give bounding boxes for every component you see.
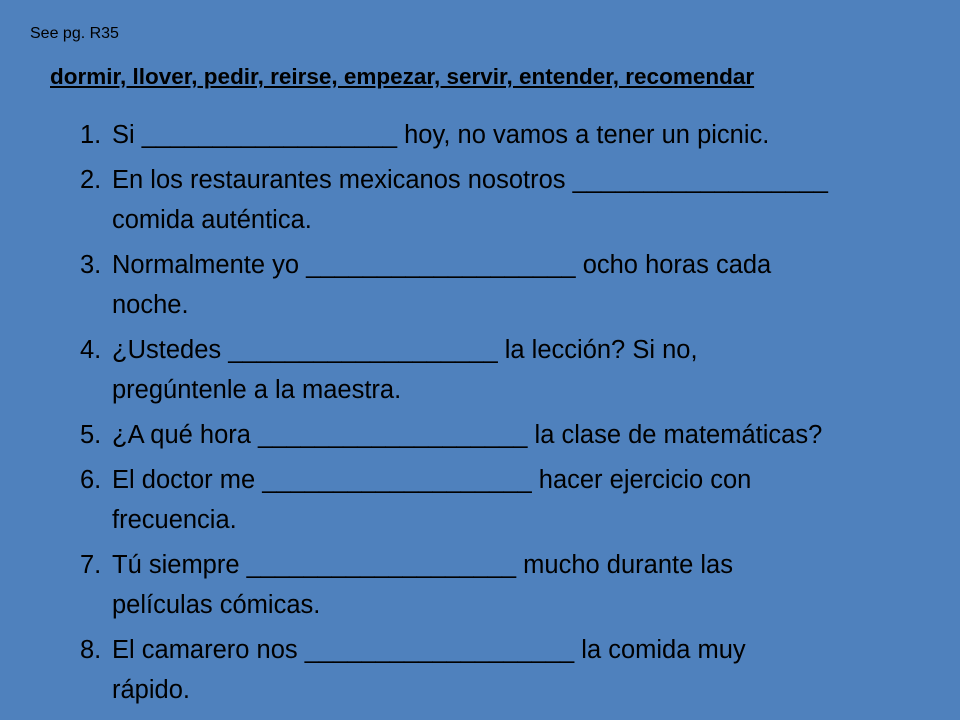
exercise-item-1 [50, 115, 950, 155]
word-bank: dormir, llover, pedir, reirse, empezar, servir, entender, recomendar [50, 64, 755, 89]
exercise-item-3 [50, 245, 950, 325]
exercise-line-2: comida auténtica. [112, 206, 312, 234]
exercise-item-2 [50, 160, 950, 240]
exercise-line-1: Normalmente yo ___________________ ocho horas cada [112, 251, 772, 279]
exercise-sentence [112, 630, 950, 710]
page-reference-note: See pg. R35 [30, 25, 119, 42]
exercise-number: 1. [80, 121, 102, 149]
exercise-line-2: frecuencia. [112, 506, 237, 534]
exercise-line-1: ¿Ustedes ___________________ la lección? Si no, [112, 336, 698, 364]
exercise-sentence [112, 545, 950, 625]
exercise-line-1: Si __________________ hoy, no vamos a tener un picnic. [112, 121, 770, 149]
exercise-line-2: pregúntenle a la maestra. [112, 376, 402, 404]
exercise-sentence [112, 160, 950, 240]
exercise-item-8 [50, 630, 950, 710]
exercise-line-1: ¿A qué hora ___________________ la clase de matemáticas? [112, 421, 823, 449]
exercise-item-5 [50, 415, 950, 455]
exercise-sentence [112, 330, 950, 410]
exercise-sentence [112, 115, 950, 155]
exercise-number: 2. [80, 166, 102, 194]
exercise-sentence [112, 415, 950, 455]
exercise-list [50, 115, 950, 715]
exercise-line-2: películas cómicas. [112, 591, 321, 619]
exercise-sentence [112, 245, 950, 325]
exercise-sentence [112, 460, 950, 540]
exercise-line-1: El doctor me ___________________ hacer ejercicio con [112, 466, 752, 494]
exercise-line-1: El camarero nos ___________________ la comida muy [112, 636, 746, 664]
exercise-line-1: Tú siempre ___________________ mucho durante las [112, 551, 733, 579]
exercise-item-4 [50, 330, 950, 410]
exercise-line-2: noche. [112, 291, 189, 319]
exercise-number: 5. [80, 421, 102, 449]
exercise-line-2: rápido. [112, 676, 190, 704]
exercise-item-7 [50, 545, 950, 625]
exercise-number: 6. [80, 466, 102, 494]
exercise-line-1: En los restaurantes mexicanos nosotros __________________ [112, 166, 828, 194]
exercise-number: 7. [80, 551, 102, 579]
exercise-item-6 [50, 460, 950, 540]
exercise-number: 3. [80, 251, 102, 279]
exercise-number: 4. [80, 336, 102, 364]
exercise-number: 8. [80, 636, 102, 664]
